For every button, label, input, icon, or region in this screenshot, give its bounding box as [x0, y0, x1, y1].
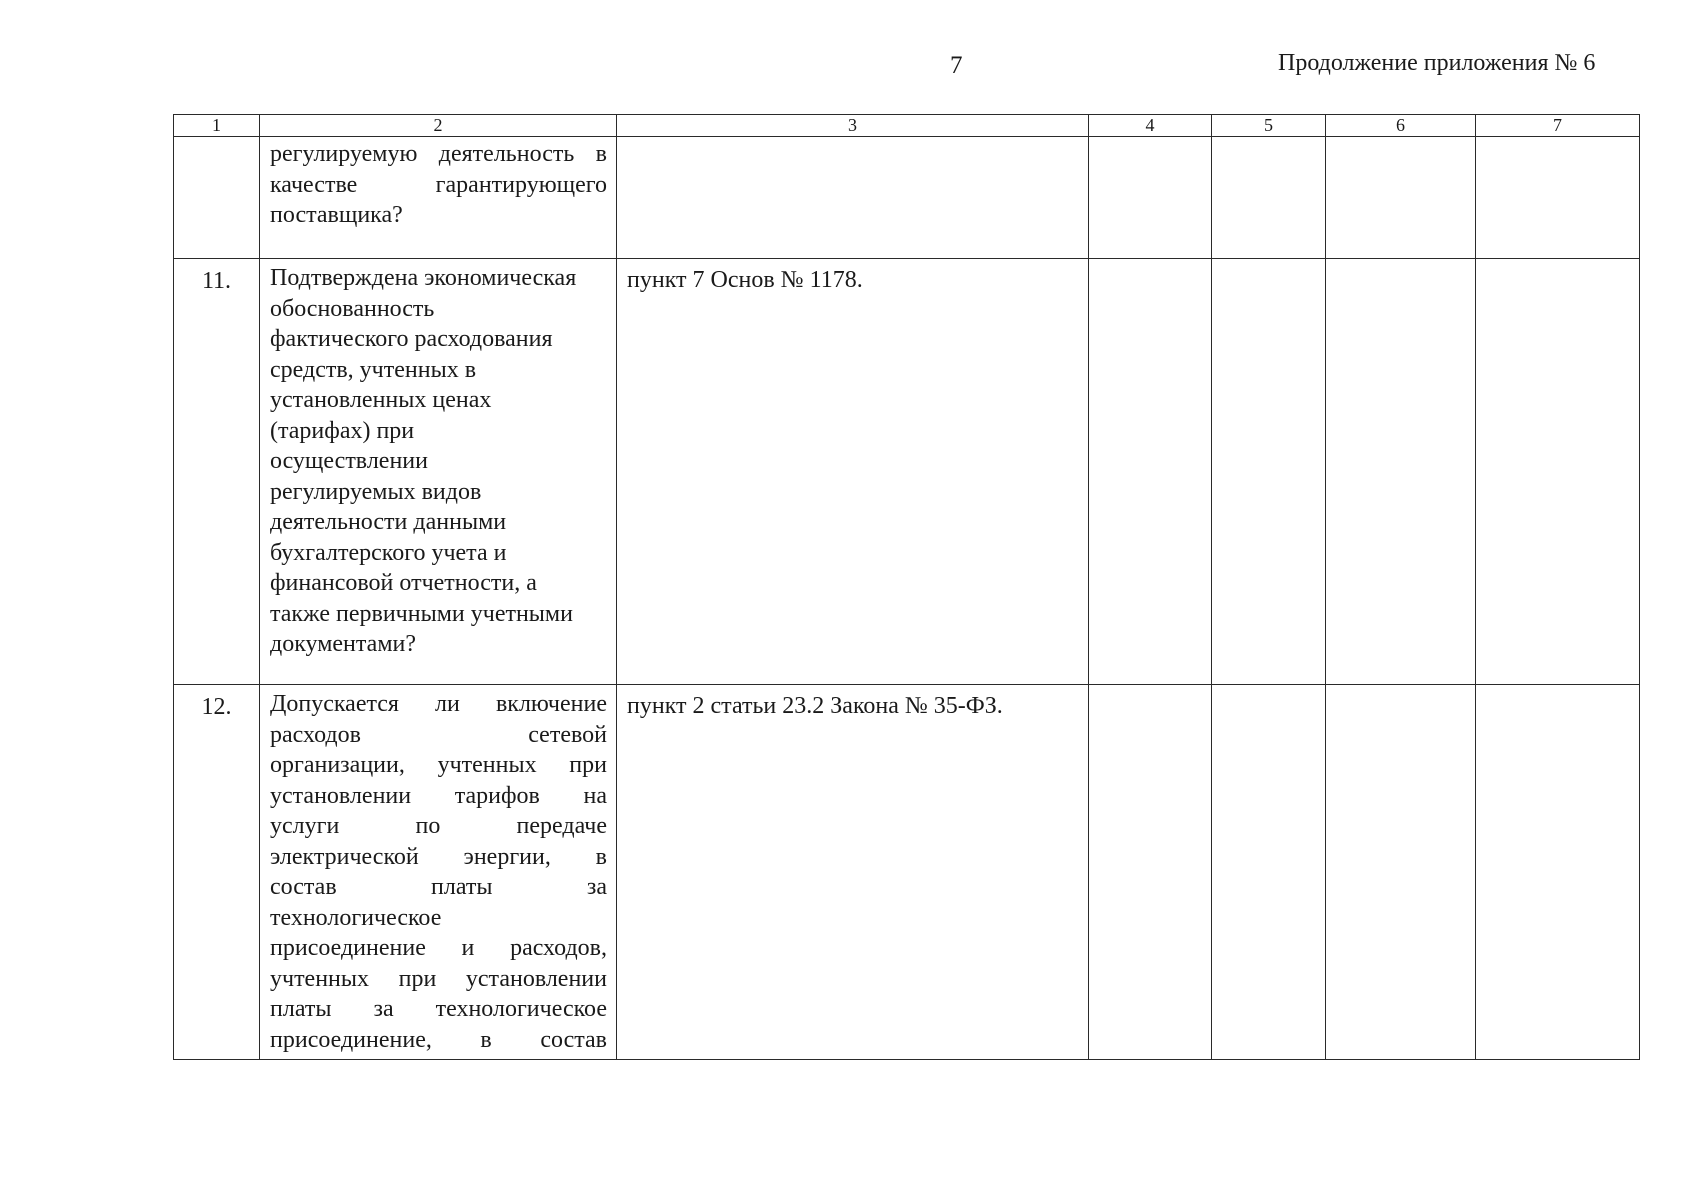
- question-line: услуги по передаче: [270, 813, 607, 839]
- question-line: (тарифах) при: [270, 417, 415, 444]
- question-line: также первичными учетными: [270, 600, 573, 627]
- question-line: состав платы за: [270, 874, 607, 900]
- table-row: [174, 685, 1640, 1060]
- column-header: 6: [1326, 115, 1476, 137]
- question-line: технологическое: [270, 904, 442, 931]
- question-line: установленных ценах: [270, 387, 492, 413]
- page-number: 7: [950, 52, 963, 79]
- empty-cell: [1476, 137, 1640, 259]
- empty-cell: [1326, 685, 1476, 1060]
- question-line: поставщика?: [270, 202, 403, 228]
- question-line: Допускается ли включение: [270, 691, 607, 717]
- question-line: регулируемую деятельность в: [270, 141, 607, 167]
- question-line: финансовой отчетности, а: [270, 570, 537, 596]
- legal-reference: пункт 2 статьи 23.2 Закона № 35-ФЗ.: [617, 685, 1089, 1060]
- question-line: регулируемых видов: [270, 478, 482, 505]
- table-row: [174, 137, 1640, 259]
- question-line: присоединение, в состав: [270, 1026, 607, 1053]
- question-line: средств, учтенных в: [270, 356, 477, 383]
- question-line: документами?: [270, 631, 417, 657]
- empty-cell: [1089, 685, 1212, 1060]
- empty-cell: [1089, 259, 1212, 685]
- empty-cell: [1212, 259, 1326, 685]
- question-line: осуществлении: [270, 448, 428, 474]
- question-line: присоединение и расходов,: [270, 935, 607, 961]
- row-number: 12.: [174, 685, 260, 1060]
- row-number: [174, 137, 260, 259]
- question-line: платы за технологическое: [270, 996, 607, 1022]
- empty-cell: [1476, 259, 1640, 685]
- legal-reference: [617, 137, 1089, 259]
- question-line: фактического расходования: [270, 326, 553, 352]
- question-text: [260, 685, 617, 1060]
- question-line: электрической энергии, в: [270, 843, 607, 870]
- column-header: 5: [1212, 115, 1326, 137]
- empty-cell: [1476, 685, 1640, 1060]
- question-line: бухгалтерского учета и: [270, 539, 507, 566]
- question-text: [260, 259, 617, 685]
- question-line: обоснованность: [270, 295, 435, 322]
- empty-cell: [1212, 137, 1326, 259]
- legal-reference: пункт 7 Основ № 1178.: [617, 259, 1089, 685]
- question-line: организации, учтенных при: [270, 752, 607, 778]
- question-line: расходов сетевой: [270, 721, 607, 748]
- empty-cell: [1326, 137, 1476, 259]
- appendix-continuation-title: Продолжение приложения № 6: [1278, 50, 1596, 76]
- question-text: [260, 137, 617, 259]
- question-line: учтенных при установлении: [270, 965, 607, 992]
- column-header: 7: [1476, 115, 1640, 137]
- checklist-table: [173, 114, 1640, 1060]
- empty-cell: [1212, 685, 1326, 1060]
- column-header: 2: [260, 115, 617, 137]
- table-row: [174, 259, 1640, 685]
- question-line: установлении тарифов на: [270, 782, 607, 809]
- question-line: Подтверждена экономическая: [270, 265, 577, 291]
- question-line: качестве гарантирующего: [270, 171, 607, 198]
- column-header: 3: [617, 115, 1089, 137]
- empty-cell: [1326, 259, 1476, 685]
- question-line: деятельности данными: [270, 509, 507, 535]
- column-header: 1: [174, 115, 260, 137]
- empty-cell: [1089, 137, 1212, 259]
- column-number-row: [174, 115, 1640, 137]
- row-number: 11.: [174, 259, 260, 685]
- column-header: 4: [1089, 115, 1212, 137]
